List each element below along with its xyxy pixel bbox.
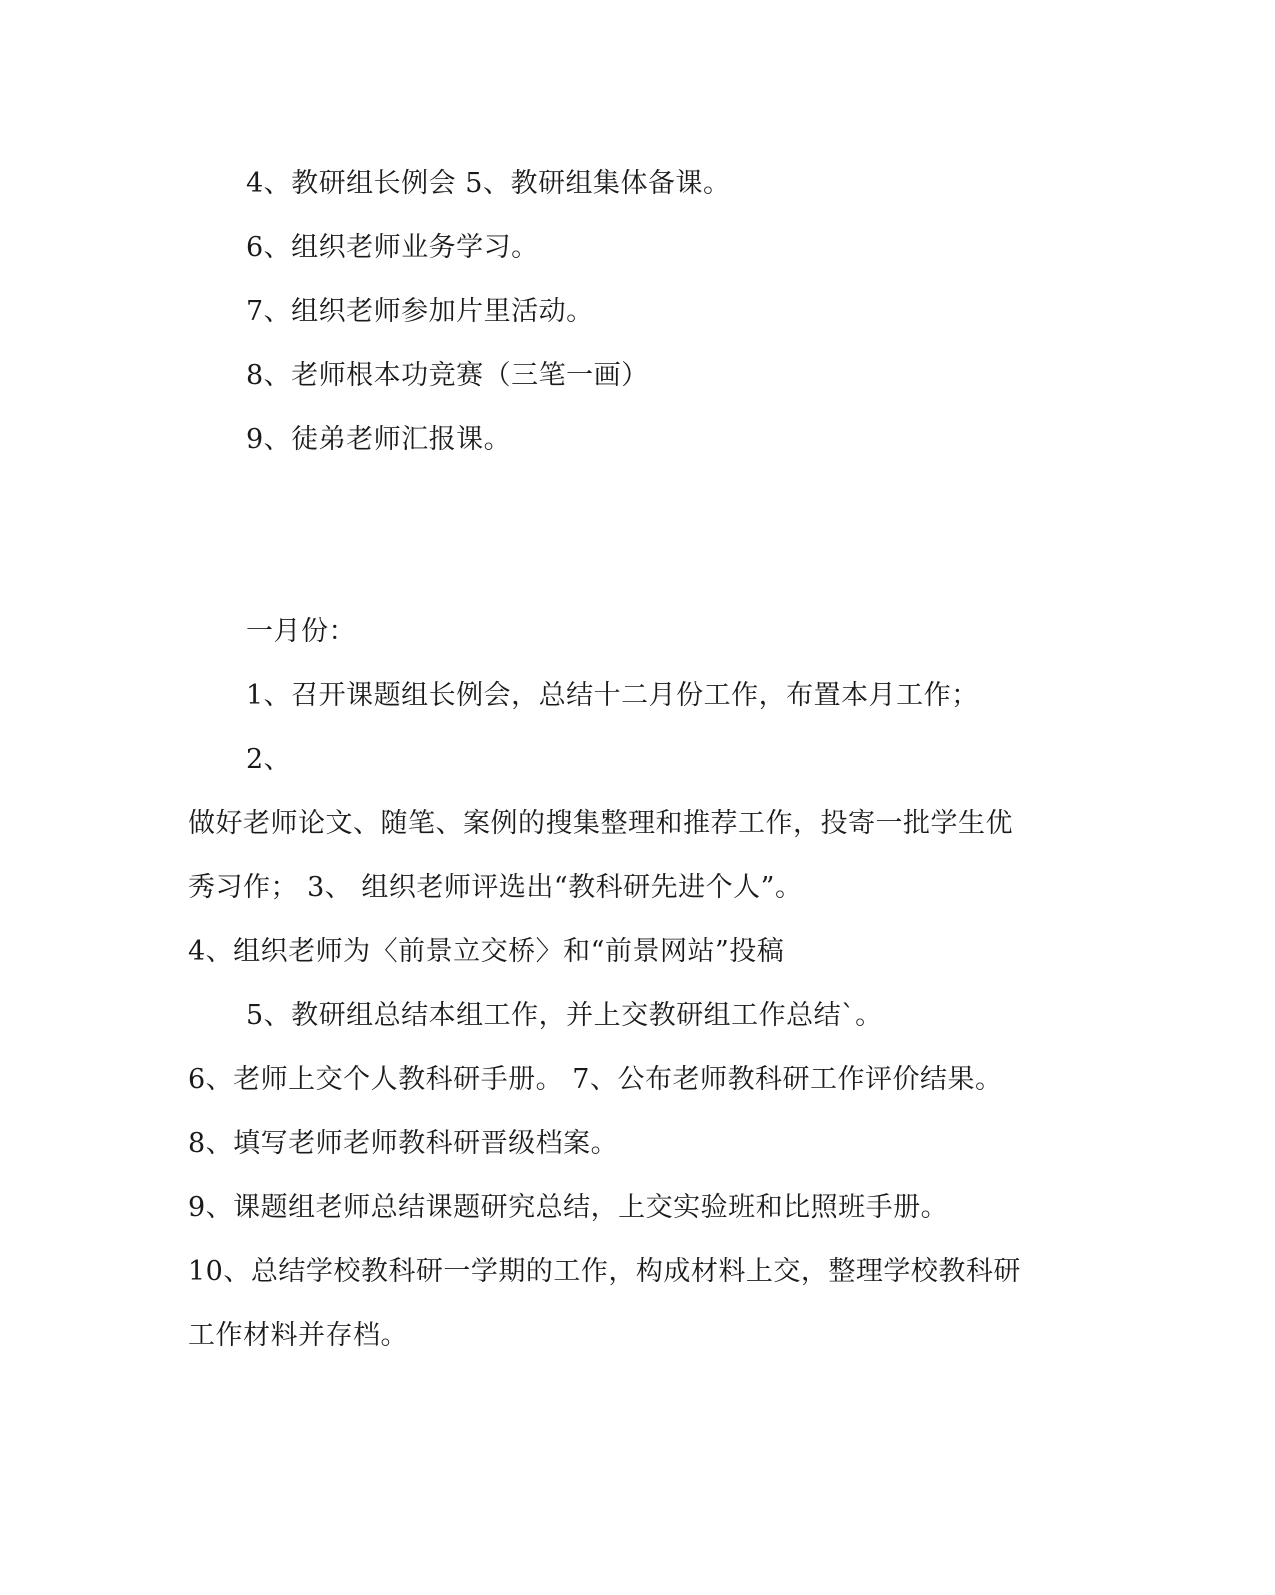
text-line: 10、总结学校教科研一学期的工作，构成材料上交，整理学校教科研 [188,1256,1021,1287]
text-line: 8、老师根本功竞赛（三笔一画） [246,360,649,391]
text-line: 5、教研组总结本组工作，并上交教研组工作总结`。 [246,1000,883,1031]
text-line: 秀习作； 3、 组织老师评选出“教科研先进个人”。 [188,872,803,903]
section-heading: 一月份： [246,616,356,647]
text-line: 6、老师上交个人教科研手册。 7、公布老师教科研工作评价结果。 [188,1064,1003,1095]
text-line: 工作材料并存档。 [188,1320,408,1351]
text-line: 做好老师论文、随笔、案例的搜集整理和推荐工作，投寄一批学生优 [188,808,1013,839]
text-line: 4、组织老师为〈前景立交桥〉和“前景网站”投稿 [188,936,785,967]
text-line: 9、课题组老师总结课题研究总结，上交实验班和比照班手册。 [188,1192,949,1223]
text-line: 8、填写老师老师教科研晋级档案。 [188,1128,619,1159]
text-line: 6、组织老师业务学习。 [246,232,539,263]
text-line: 9、徒弟老师汇报课。 [246,424,512,455]
text-line: 4、教研组长例会 5、教研组集体备课。 [246,168,731,199]
text-line: 7、组织老师参加片里活动。 [246,296,594,327]
text-line: 2、 [246,744,292,775]
text-line: 1、召开课题组长例会，总结十二月份工作，布置本月工作； [246,680,979,711]
